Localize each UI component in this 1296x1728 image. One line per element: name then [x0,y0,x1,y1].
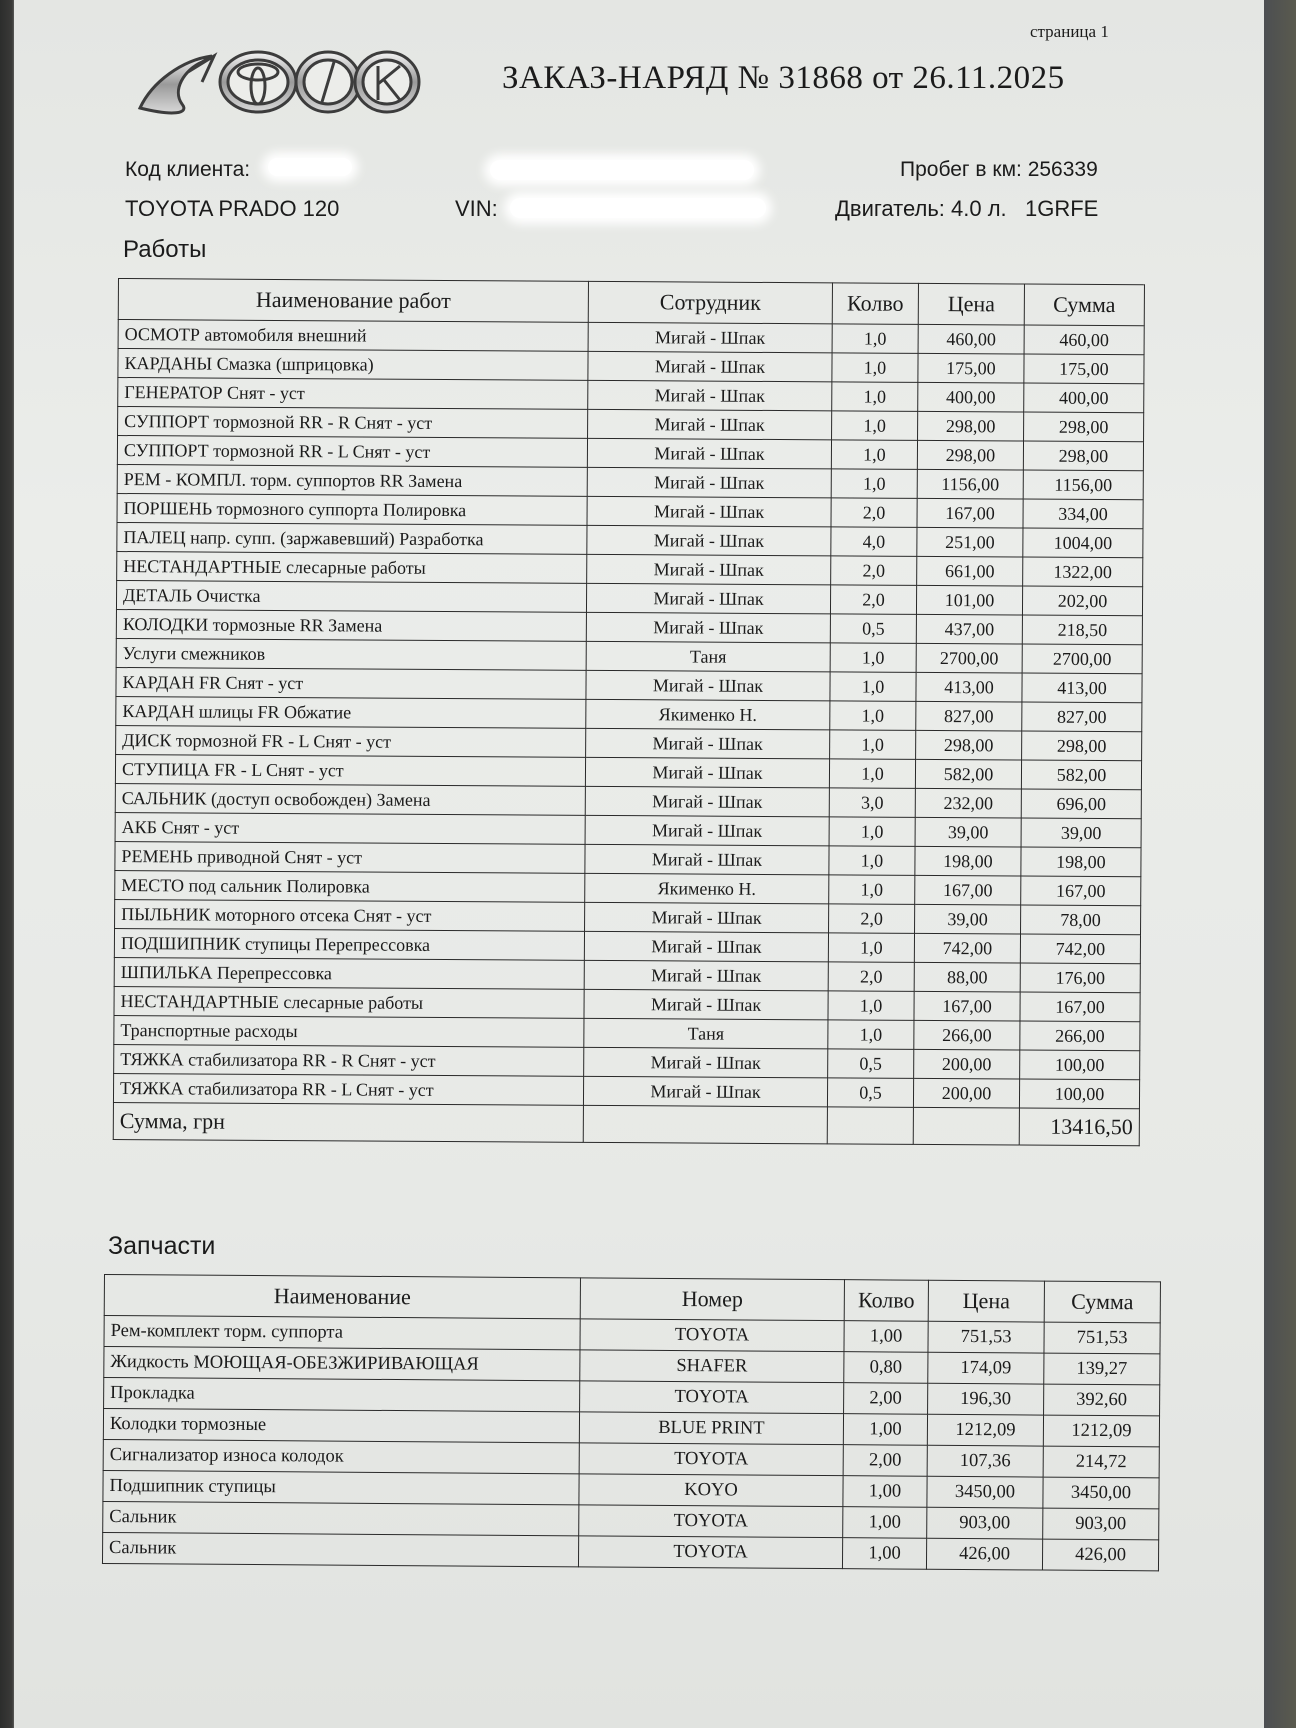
cell-price: 460,00 [918,324,1024,354]
cell-name: Сигнализатор износа колодок [103,1439,579,1473]
cell-price: 39,00 [915,904,1021,934]
cell-sum: 214,72 [1043,1446,1159,1478]
cell-sum: 2700,00 [1022,644,1142,674]
cell-number: TOYOTA [579,1443,843,1476]
cell-qty: 1,0 [829,817,915,847]
cell-name: ТЯЖКА стабилизатора RR - L Снят - уст [113,1073,583,1105]
cell-sum: 176,00 [1020,963,1140,993]
cell-qty: 4,0 [831,527,917,557]
cell-qty: 1,0 [829,759,915,789]
cell-price: 2700,00 [916,643,1022,673]
cell-employee: Мигай - Шпак [584,989,828,1019]
cell-price: 251,00 [917,527,1023,557]
cell-number: TOYOTA [580,1319,844,1352]
cell-qty: 1,0 [828,1020,914,1050]
cell-number: BLUE PRINT [579,1412,843,1445]
cell-name: НЕСТАНДАРТНЫЕ слесарные работы [114,986,584,1018]
cell-price: 751,53 [928,1321,1044,1353]
cell-qty: 2,00 [844,1383,928,1415]
vin-label: VIN: [455,196,498,221]
total-label: Сумма, грн [113,1102,583,1142]
cell-sum: 266,00 [1020,1021,1140,1051]
cell-price: 661,00 [917,556,1023,586]
column-header: Колво [844,1280,928,1322]
column-header: Сумма [1024,284,1144,326]
column-header: Наименование [104,1275,580,1319]
cell-name: НЕСТАНДАРТНЫЕ слесарные работы [117,551,587,583]
cell-name: РЕМЕНЬ приводной Снят - уст [115,841,585,873]
cell-number: SHAFER [580,1350,844,1383]
cell-sum: 175,00 [1024,354,1144,384]
cell-sum: 167,00 [1020,992,1140,1022]
cell-qty: 0,5 [830,614,916,644]
works-header-row [118,279,1144,326]
cell-number: KOYO [579,1474,843,1507]
cell-price: 903,00 [927,1507,1043,1539]
cell-price: 175,00 [918,353,1024,383]
cell-price: 200,00 [913,1078,1019,1108]
cell-number: TOYOTA [580,1381,844,1414]
cell-name: ПАЛЕЦ напр. супп. (заржавевший) Разработка [117,522,587,554]
cell-price: 266,00 [914,1020,1020,1050]
cell-qty: 1,0 [830,701,916,731]
cell-price: 1212,09 [927,1414,1043,1446]
cell-employee: Мигай - Шпак [584,960,828,990]
cell-price: 298,00 [918,411,1024,441]
cell-qty: 1,0 [831,469,917,499]
cell-qty: 1,0 [832,382,918,412]
cell-employee: Мигай - Шпак [585,815,829,845]
cell-name: ПОРШЕНЬ тормозного суппорта Полировка [117,493,587,525]
cell-price: 107,36 [927,1445,1043,1477]
cell-qty: 1,0 [832,353,918,383]
cell-sum: 202,00 [1022,586,1142,616]
cell-employee: Таня [586,641,830,671]
cell-qty: 1,00 [843,1414,927,1446]
cell-sum: 298,00 [1023,441,1143,471]
cell-sum: 3450,00 [1043,1477,1159,1509]
toyota-logo [132,42,424,120]
cell-name: ШПИЛЬКА Перепрессовка [114,957,584,989]
cell-name: МЕСТО под сальник Полировка [115,870,585,902]
cell-employee: Мигай - Шпак [586,612,830,642]
cell-price: 3450,00 [927,1476,1043,1508]
cell-number: TOYOTA [579,1505,843,1538]
cell-sum: 298,00 [1024,412,1144,442]
cell-price: 39,00 [915,817,1021,847]
cell-sum: 298,00 [1022,731,1142,761]
works-table [113,278,1145,1146]
cell-employee: Мигай - Шпак [586,670,830,700]
cell-qty: 1,0 [830,643,916,673]
parts-table [102,1274,1161,1571]
cell-name: САЛЬНИК (доступ освобожден) Замена [115,783,585,815]
cell-employee: Таня [584,1018,828,1048]
cell-price: 196,30 [928,1383,1044,1415]
cell-sum: 218,50 [1022,615,1142,645]
total-value: 13416,50 [1019,1108,1139,1146]
cell-employee: Мигай - Шпак [588,409,832,439]
redaction [490,160,754,180]
cell-sum: 78,00 [1021,905,1141,935]
cell-sum: 334,00 [1023,499,1143,529]
cell-qty: 3,0 [829,788,915,818]
cell-price: 167,00 [914,991,1020,1021]
column-header: Номер [580,1278,844,1321]
cell-price: 200,00 [914,1049,1020,1079]
cell-sum: 1212,09 [1043,1415,1159,1447]
cell-qty: 2,0 [830,585,916,615]
cell-qty: 0,5 [827,1078,913,1108]
cell-name: Подшипник ступицы [103,1470,579,1504]
cell-qty: 1,00 [844,1321,928,1353]
cell-qty: 1,0 [828,991,914,1021]
cell-sum: 198,00 [1021,847,1141,877]
engine: Двигатель: 4.0 л. 1GRFE [835,196,1099,221]
cell-sum: 39,00 [1021,818,1141,848]
column-header: Наименование работ [118,279,588,323]
cell-sum: 413,00 [1022,673,1142,703]
cell-employee: Якименко Н. [585,873,829,903]
cell-sum: 742,00 [1020,934,1140,964]
parts-section-title: Запчасти [108,1232,216,1260]
cell-name: ДИСК тормозной FR - L Снят - уст [116,725,586,757]
cell-sum: 167,00 [1021,876,1141,906]
cell-qty: 1,0 [830,730,916,760]
cell-sum: 400,00 [1024,383,1144,413]
cell-employee: Мигай - Шпак [587,554,831,584]
cell-name: ОСМОТР автомобиля внешний [118,320,588,352]
cell-name: КАРДАН FR Снят - уст [116,667,586,699]
cell-employee: Мигай - Шпак [587,496,831,526]
cell-qty: 1,0 [831,440,917,470]
cell-sum: 139,27 [1044,1353,1160,1385]
cell-employee: Мигай - Шпак [587,438,831,468]
cell-name: СУППОРТ тормозной RR - R Снят - уст [118,407,588,439]
column-header: Колво [832,283,918,325]
cell-employee: Мигай - Шпак [584,1047,828,1077]
cell-sum: 100,00 [1020,1050,1140,1080]
redaction [510,198,766,218]
cell-employee: Мигай - Шпак [585,757,829,787]
cell-sum: 392,60 [1044,1384,1160,1416]
cell-sum: 903,00 [1043,1508,1159,1540]
cell-sum: 696,00 [1021,789,1141,819]
cell-sum: 100,00 [1019,1079,1139,1109]
cell-price: 298,00 [916,730,1022,760]
cell-employee: Мигай - Шпак [585,902,829,932]
cell-name: Услуги смежников [116,638,586,670]
cell-qty: 1,0 [832,411,918,441]
cell-price: 426,00 [926,1538,1042,1570]
cell-qty: 1,0 [828,933,914,963]
works-section-title: Работы [123,236,207,263]
cell-sum: 460,00 [1024,325,1144,355]
cell-name: Прокладка [104,1378,580,1412]
cell-price: 582,00 [915,759,1021,789]
cell-name: ТЯЖКА стабилизатора RR - R Снят - уст [114,1044,584,1076]
cell-name: КАРДАНЫ Смазка (шприцовка) [118,349,588,381]
cell-qty: 1,00 [843,1476,927,1508]
cell-name: ДЕТАЛЬ Очистка [116,580,586,612]
mileage: Пробег в км: 256339 [900,158,1098,181]
cell-qty: 1,0 [829,875,915,905]
cell-qty: 1,0 [830,672,916,702]
cell-name: Жидкость МОЮЩАЯ-ОБЕЗЖИРИВАЮЩАЯ [104,1347,580,1381]
cell-name: Транспортные расходы [114,1015,584,1047]
cell-qty: 1,0 [829,846,915,876]
cell-name: Сальник [103,1501,579,1535]
car-model: TOYOTA PRADO 120 [125,196,340,221]
cell-qty: 1,00 [842,1538,926,1570]
cell-price: 298,00 [917,440,1023,470]
cell-number: TOYOTA [578,1536,842,1569]
cell-qty: 2,0 [829,904,915,934]
cell-price: 742,00 [914,933,1020,963]
cell-qty: 2,00 [843,1445,927,1477]
cell-name: ПЫЛЬНИК моторного отсека Снят - уст [115,899,585,931]
cell-qty: 2,0 [828,962,914,992]
column-header: Цена [918,283,1024,325]
cell-name: АКБ Снят - уст [115,812,585,844]
cell-price: 101,00 [916,585,1022,615]
cell-name: КАРДАН шлицы FR Обжатие [116,696,586,728]
cell-name: Сальник [102,1532,578,1566]
cell-sum: 1004,00 [1023,528,1143,558]
cell-price: 167,00 [917,498,1023,528]
cell-price: 232,00 [915,788,1021,818]
cell-price: 88,00 [914,962,1020,992]
cell-price: 827,00 [916,701,1022,731]
cell-employee: Мигай - Шпак [588,351,832,381]
cell-qty: 0,80 [844,1352,928,1384]
cell-employee: Мигай - Шпак [587,467,831,497]
cell-sum: 751,53 [1044,1322,1160,1354]
cell-employee: Мигай - Шпак [585,844,829,874]
cell-sum: 582,00 [1021,760,1141,790]
cell-price: 167,00 [915,875,1021,905]
cell-name: СТУПИЦА FR - L Снят - уст [115,754,585,786]
cell-qty: 1,0 [832,324,918,354]
cell-employee: Мигай - Шпак [585,786,829,816]
column-header: Цена [928,1280,1044,1322]
cell-name: СУППОРТ тормозной RR - L Снят - уст [117,436,587,468]
cell-sum: 1156,00 [1023,470,1143,500]
cell-price: 413,00 [916,672,1022,702]
cell-sum: 426,00 [1042,1539,1158,1571]
cell-employee: Мигай - Шпак [587,525,831,555]
document-title: ЗАКАЗ-НАРЯД № 31868 от 26.11.2025 [502,60,1065,96]
column-header: Сотрудник [588,281,832,323]
cell-price: 437,00 [916,614,1022,644]
redaction [268,158,352,176]
cell-sum: 827,00 [1022,702,1142,732]
cell-employee: Мигай - Шпак [588,380,832,410]
cell-qty: 0,5 [828,1049,914,1079]
cell-employee: Мигай - Шпак [583,1076,827,1106]
cell-qty: 2,0 [831,556,917,586]
page-number: страница 1 [1030,22,1109,41]
cell-name: ГЕНЕРАТОР Снят - уст [118,378,588,410]
cell-name: ПОДШИПНИК ступицы Перепрессовка [114,928,584,960]
cell-employee: Мигай - Шпак [588,322,832,352]
client-code-label: Код клиента: [125,158,251,181]
cell-name: РЕМ - КОМПЛ. торм. суппортов RR Замена [117,464,587,496]
cell-employee: Мигай - Шпак [586,583,830,613]
cell-price: 1156,00 [917,469,1023,499]
cell-name: КОЛОДКИ тормозные RR Замена [116,609,586,641]
cell-qty: 2,0 [831,498,917,528]
works-total-row [113,1102,1139,1145]
cell-name: Колодки тормозные [103,1409,579,1443]
cell-price: 198,00 [915,846,1021,876]
cell-sum: 1322,00 [1023,557,1143,587]
cell-employee: Мигай - Шпак [584,931,828,961]
cell-qty: 1,00 [843,1507,927,1539]
column-header: Сумма [1044,1281,1160,1323]
cell-employee: Якименко Н. [586,699,830,729]
parts-row [102,1532,1158,1570]
cell-price: 174,09 [928,1352,1044,1384]
cell-employee: Мигай - Шпак [586,728,830,758]
cell-price: 400,00 [918,382,1024,412]
cell-name: Рем-комплект торм. суппорта [104,1316,580,1350]
